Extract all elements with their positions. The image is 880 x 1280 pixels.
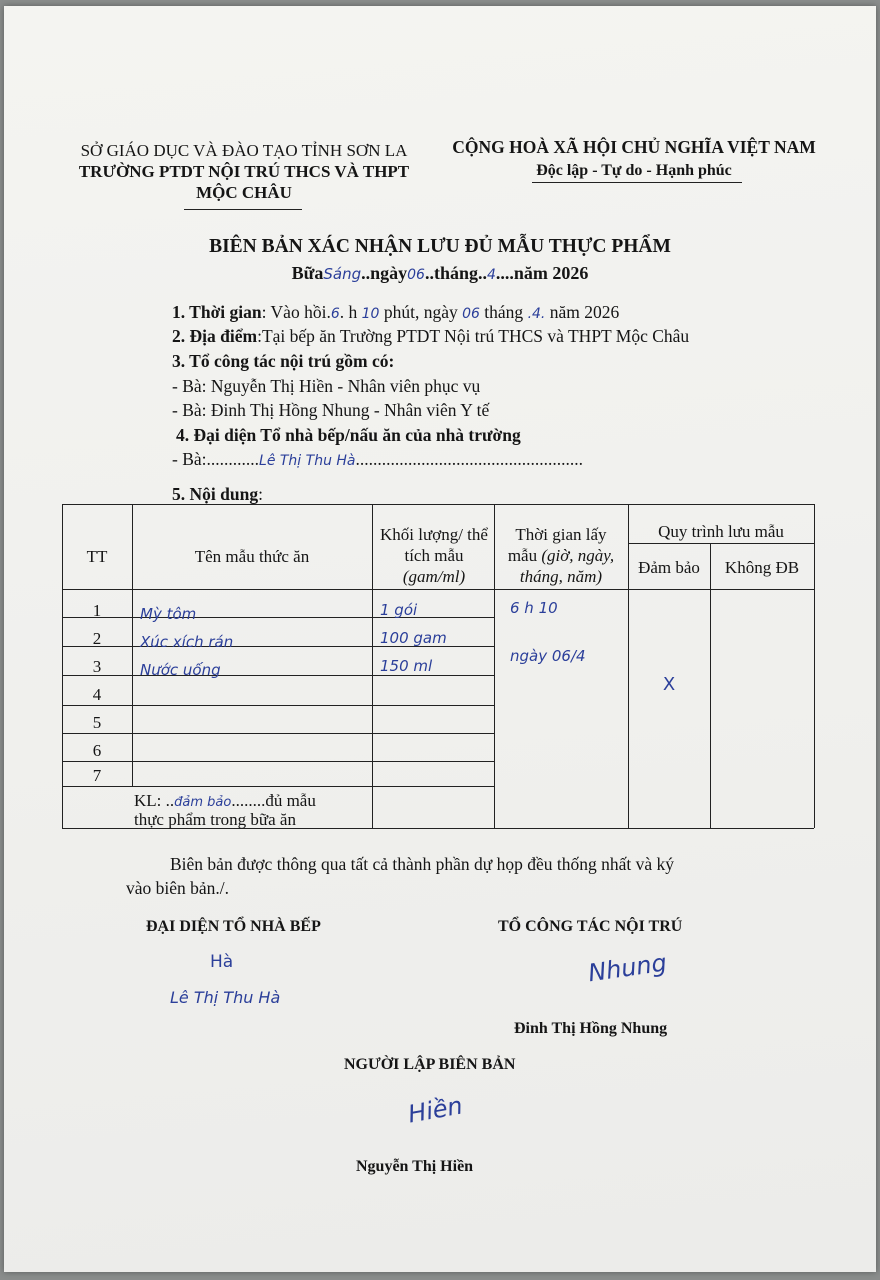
table-col-line bbox=[710, 543, 711, 828]
section-content bbox=[172, 484, 263, 505]
table-border-top bbox=[62, 504, 814, 505]
row-5-tt: 5 bbox=[92, 713, 102, 732]
document-title: BIÊN BẢN XÁC NHẬN LƯU ĐỦ MẪU THỰC PHẨM bbox=[209, 236, 671, 257]
kitchen-representative bbox=[172, 449, 583, 470]
header-tt: TT bbox=[86, 547, 108, 566]
kitchen-sign-title: ĐẠI DIỆN TỔ NHÀ BẾP bbox=[146, 918, 321, 935]
agency-line-2: TRƯỜNG PTDT NỘI TRÚ THCS VÀ THPT bbox=[78, 162, 410, 181]
motto: Độc lập - Tự do - Hạnh phúc bbox=[536, 162, 732, 179]
day-value: 06 bbox=[407, 267, 425, 283]
row-1-food: Mỳ tôm bbox=[140, 605, 197, 623]
nation-line-1: CỘNG HOÀ XÃ HỘI CHỦ NGHĨA VIỆT NAM bbox=[452, 137, 816, 157]
sample-table bbox=[62, 504, 814, 828]
table-border-right bbox=[814, 504, 815, 828]
time-minute: 10 bbox=[361, 306, 380, 322]
time-month: .4. bbox=[527, 306, 546, 322]
table-process-divider bbox=[628, 543, 814, 544]
row-2-amount: 100 gam bbox=[380, 629, 447, 647]
header-weight bbox=[372, 524, 496, 587]
row-2-tt: 2 bbox=[92, 629, 102, 648]
row-3-food: Nước uống bbox=[140, 661, 221, 679]
time-month-label: tháng bbox=[484, 302, 524, 322]
kitchen-rep-prefix: - Bà:............ bbox=[172, 449, 260, 469]
row-6-tt: 6 bbox=[92, 741, 102, 760]
meal-date-line bbox=[4, 263, 876, 284]
header-process: Quy trình lưu mẫu bbox=[658, 522, 784, 541]
ok-check-mark: X bbox=[662, 674, 676, 695]
row-1-tt: 1 bbox=[92, 601, 102, 620]
time-prefix: : Vào hồi. bbox=[261, 302, 331, 322]
team-member-2: - Bà: Đinh Thị Hồng Nhung - Nhân viên Y tế bbox=[172, 400, 490, 420]
row-3-amount: 150 ml bbox=[380, 657, 433, 675]
section-place bbox=[172, 326, 689, 347]
sample-time-line-1: 6 h 10 bbox=[510, 599, 558, 617]
row-3-tt: 3 bbox=[92, 657, 102, 676]
kitchen-name-handwritten: Lê Thị Thu Hà bbox=[170, 988, 281, 1007]
team-signer-name: Đinh Thị Hồng Nhung bbox=[514, 1020, 668, 1037]
author-sign-title: NGƯỜI LẬP BIÊN BẢN bbox=[344, 1056, 516, 1073]
agency-header bbox=[64, 140, 424, 203]
section-content-label: 5. Nội dung bbox=[172, 484, 259, 504]
header-time-1: Thời gian lấy bbox=[515, 525, 607, 544]
section-time-label: 1. Thời gian bbox=[172, 302, 262, 322]
author-name: Nguyễn Thị Hiền bbox=[356, 1158, 474, 1175]
header-time-2a: mẫu bbox=[507, 546, 542, 565]
table-row-line bbox=[62, 733, 494, 734]
table-row-line bbox=[62, 761, 494, 762]
conclusion-value: đảm bảo bbox=[174, 795, 232, 810]
agency-underline bbox=[184, 209, 302, 210]
header-not-ok: Không ĐB bbox=[724, 558, 800, 577]
row-7-tt: 7 bbox=[92, 766, 102, 785]
meal-value: Sáng bbox=[323, 265, 362, 283]
closing-line-2: vào biên bản./. bbox=[126, 878, 230, 898]
table-row-line bbox=[62, 786, 494, 787]
year-label: ....năm 2026 bbox=[495, 263, 589, 283]
agency-line-3: MỘC CHÂU bbox=[196, 183, 292, 202]
time-day: 06 bbox=[462, 306, 480, 322]
nation-header bbox=[444, 136, 824, 182]
month-label: ..tháng.. bbox=[424, 263, 487, 283]
header-ok: Đảm bảo bbox=[638, 558, 700, 577]
month-value: 4 bbox=[486, 267, 496, 283]
row-4-tt: 4 bbox=[92, 685, 102, 704]
day-label: ..ngày bbox=[361, 263, 408, 283]
conclusion-suffix: ........đủ mẫu bbox=[231, 791, 316, 810]
conclusion-line-2: thực phẩm trong bữa ăn bbox=[134, 810, 296, 829]
motto-underline bbox=[532, 182, 742, 183]
section-content-colon: : bbox=[258, 484, 263, 504]
time-h-label: . h bbox=[339, 302, 358, 322]
author-signature: Hiền bbox=[405, 1091, 465, 1129]
row-2-food: Xúc xích rán bbox=[140, 633, 234, 651]
header-food-name: Tên mẫu thức ăn bbox=[194, 547, 310, 566]
row-1-amount: 1 gói bbox=[380, 601, 418, 619]
header-weight-2: tích mẫu bbox=[404, 546, 464, 565]
header-time-2 bbox=[494, 545, 628, 566]
section-place-label: 2. Địa điểm bbox=[172, 326, 258, 346]
team-sign-title: TỔ CÔNG TÁC NỘI TRÚ bbox=[498, 918, 683, 935]
team-member-1: - Bà: Nguyễn Thị Hiền - Nhân viên phục vụ bbox=[172, 376, 481, 396]
agency-line-1: SỞ GIÁO DỤC VÀ ĐÀO TẠO TỈNH SƠN LA bbox=[80, 141, 408, 160]
header-weight-1: Khối lượng/ thể bbox=[380, 525, 488, 544]
header-time-2b: (giờ, ngày, bbox=[541, 546, 615, 565]
closing-line-1: Biên bản được thông qua tất cả thành phần dự họp đều thống nhất và ký bbox=[170, 854, 675, 874]
kitchen-rep-name: Lê Thị Thu Hà bbox=[259, 453, 356, 469]
meal-label: Bữa bbox=[291, 263, 324, 283]
team-signature: Nhung bbox=[586, 948, 669, 988]
header-weight-3: (gam/ml) bbox=[402, 567, 466, 586]
table-row-line bbox=[62, 705, 494, 706]
section-kitchen-label: 4. Đại diện Tổ nhà bếp/nấu ăn của nhà trường bbox=[176, 425, 521, 445]
table-header-bottom bbox=[62, 589, 814, 590]
kitchen-signature: Hà bbox=[210, 952, 234, 972]
time-minute-label: phút, ngày bbox=[383, 302, 458, 322]
section-team-label: 3. Tổ công tác nội trú gồm có: bbox=[172, 351, 395, 371]
table-col-line bbox=[628, 504, 629, 828]
document-page bbox=[4, 6, 876, 1272]
sample-time-line-2: ngày 06/4 bbox=[510, 647, 586, 665]
time-year-label: năm 2026 bbox=[549, 302, 620, 322]
header-time-3: tháng, năm) bbox=[519, 567, 603, 586]
header-sample-time bbox=[494, 524, 628, 587]
section-place-text: :Tại bếp ăn Trường PTDT Nội trú THCS và THPT Mộc Châu bbox=[257, 326, 690, 346]
conclusion-label: KL: .. bbox=[134, 791, 175, 810]
kitchen-rep-dots: .................................................... bbox=[355, 449, 583, 469]
time-hour: 6 bbox=[330, 306, 340, 322]
section-time bbox=[172, 302, 619, 323]
